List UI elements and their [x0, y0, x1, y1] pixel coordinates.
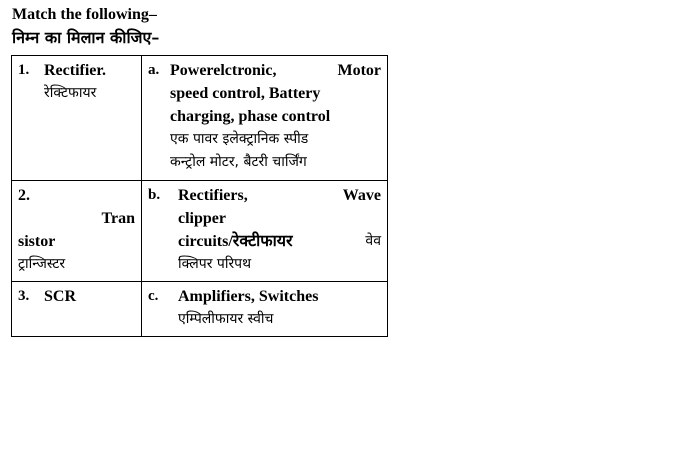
heading-hindi: निम्न का मिलान कीजिए–	[12, 28, 160, 47]
right-cell	[142, 56, 388, 181]
left-cell	[12, 282, 142, 337]
option-letter: a.	[148, 62, 160, 78]
item-english: Rectifier.	[44, 62, 107, 79]
item-hindi: रेक्टिफायर	[44, 85, 97, 101]
option-english-line: Wave	[342, 187, 381, 204]
option-hindi-line: कन्ट्रोल मोटर, बैटरी चार्जिंग	[170, 154, 307, 170]
option-english-line: Motor	[337, 62, 381, 79]
left-cell	[12, 56, 142, 181]
option-hindi-line: एम्पिलीफायर स्वीच	[178, 311, 274, 327]
right-cell	[142, 181, 388, 282]
option-hindi-word: वेव	[365, 233, 381, 249]
match-table	[11, 55, 388, 337]
option-english-line: circuits/रेक्टीफायर	[178, 233, 293, 250]
option-letter: b.	[148, 187, 161, 203]
option-hindi-line: क्लिपर परिपथ	[178, 256, 252, 272]
option-english-line: Amplifiers, Switches	[178, 288, 319, 305]
option-hindi-line: एक पावर इलेक्ट्रानिक स्पीड	[170, 131, 309, 147]
item-number: 1.	[18, 62, 30, 78]
option-english-line: clipper	[178, 210, 226, 227]
option-english-line: speed control, Battery	[170, 85, 321, 102]
right-cell	[142, 282, 388, 337]
left-cell	[12, 181, 142, 282]
item-number: 3.	[18, 288, 30, 304]
table-row	[12, 56, 388, 181]
item-number: 2.	[18, 187, 30, 204]
option-letter: c.	[148, 288, 159, 304]
item-english: SCR	[44, 288, 77, 305]
heading-english: Match the following–	[12, 6, 157, 23]
item-hindi: ट्रान्जिस्टर	[18, 256, 66, 272]
table-row	[12, 181, 388, 282]
item-english-part: sistor	[18, 233, 56, 250]
option-english-line: charging, phase control	[170, 108, 331, 125]
option-english-line: Powerelctronic,	[170, 62, 277, 79]
table-row	[12, 282, 388, 337]
item-english-part: Tran	[101, 210, 135, 227]
option-english-line: Rectifiers,	[178, 187, 248, 204]
